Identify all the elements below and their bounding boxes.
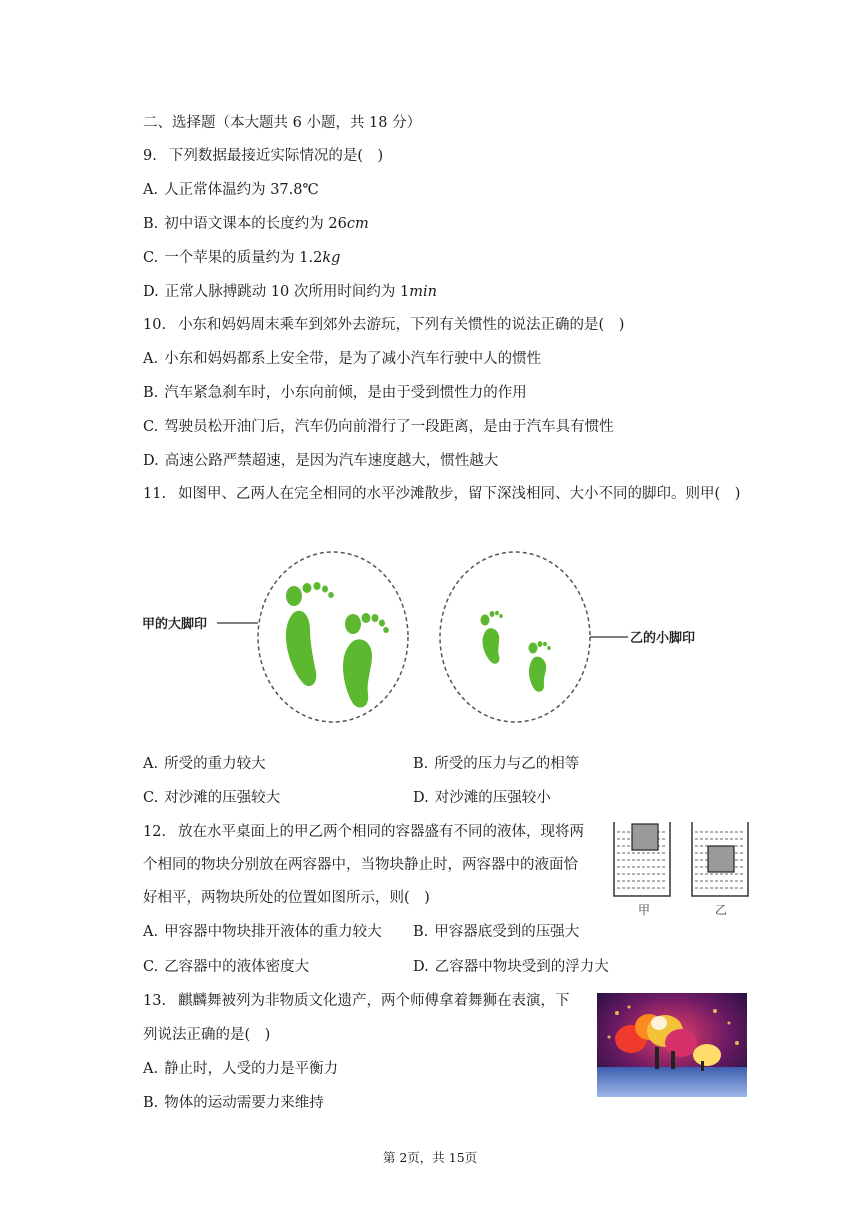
option-label: C. [143, 790, 159, 806]
option-label: B. [143, 1095, 159, 1111]
question-12-option-d [413, 957, 609, 977]
question-9-option-b [143, 214, 369, 234]
question-text: 麒麟舞被列为非物质文化遗产，两个师傅拿着舞狮在表演，下 [178, 993, 570, 1009]
footprints-figure [140, 550, 720, 730]
question-11-option-c [143, 788, 280, 808]
option-label: B. [143, 385, 159, 401]
option-label: C. [143, 959, 159, 975]
lion-dance-photo [597, 993, 747, 1097]
option-label: D. [143, 453, 159, 469]
container-label-jia: 甲 [638, 903, 651, 917]
option-unit: cm [346, 216, 369, 232]
question-number: 12. [143, 824, 167, 840]
option-text: 小东和妈妈都系上安全带，是为了减小汽车行驶中人的惯性 [164, 351, 542, 367]
option-unit: min [409, 284, 437, 300]
question-12-stem-line-1 [143, 822, 584, 842]
option-label: B. [413, 756, 429, 772]
container-label-yi: 乙 [715, 903, 728, 917]
option-text: 人正常体温约为 37.8℃ [164, 182, 319, 198]
option-label: D. [143, 284, 159, 300]
question-12-stem-line-3: 好相平，两物块所处的位置如图所示，则( ) [143, 890, 430, 906]
question-11-option-d [413, 788, 551, 808]
question-9-stem [143, 146, 383, 166]
question-number: 11. [143, 486, 167, 502]
option-text: 所受的压力与乙的相等 [434, 756, 580, 772]
question-13-stem-line-2: 列说法正确的是( ) [143, 1027, 271, 1043]
option-text: 乙容器中的液体密度大 [164, 959, 310, 975]
question-12-option-c [143, 957, 309, 977]
big-footprints-icon [286, 582, 389, 708]
question-11-stem [143, 484, 740, 504]
option-text: 甲容器底受到的压强大 [434, 924, 580, 940]
question-9-option-c [143, 248, 340, 268]
question-11-option-a [143, 754, 266, 774]
option-label: D. [413, 959, 429, 975]
question-12-stem-line-2: 个相同的物块分别放在两容器中，当物块静止时，两容器中的液面恰 [143, 857, 578, 873]
question-13-option-b [143, 1093, 324, 1113]
option-text: 物体的运动需要力来维持 [164, 1095, 324, 1111]
option-label: A. [143, 756, 159, 772]
figure-label-right: 乙的小脚印 [630, 631, 696, 646]
question-13-stem-line-1 [143, 991, 570, 1011]
option-label: A. [143, 1061, 159, 1077]
question-13-option-a [143, 1059, 338, 1079]
containers-figure [608, 818, 756, 920]
question-number: 13. [143, 993, 167, 1009]
option-text: 驾驶员松开油门后，汽车仍向前滑行了一段距离，是由于汽车具有惯性 [164, 419, 614, 435]
container-yi [692, 822, 748, 896]
small-footprints-icon [481, 611, 551, 692]
question-number: 9. [143, 148, 157, 164]
question-text: 如图甲、乙两人在完全相同的水平沙滩散步，留下深浅相同、大小不同的脚印。则甲( ) [178, 486, 741, 502]
option-label: B. [143, 216, 159, 232]
question-10-option-b [143, 383, 527, 403]
option-text: 乙容器中物块受到的浮力大 [434, 959, 609, 975]
option-text: 正常人脉搏跳动 10 次所用时间约为 1 [164, 284, 410, 300]
dashed-circle-left [258, 552, 408, 722]
option-text: 一个苹果的质量约为 1.2 [164, 250, 323, 266]
question-10-option-d [143, 451, 498, 471]
option-label: A. [143, 924, 159, 940]
question-text: 下列数据最接近实际情况的是( ) [168, 148, 384, 164]
option-text: 初中语文课本的长度约为 26 [164, 216, 347, 232]
block-jia [632, 824, 658, 850]
question-10-stem [143, 315, 624, 335]
section-header: 二、选择题（本大题共 6 小题，共 18 分） [143, 115, 422, 131]
option-text: 对沙滩的压强较小 [434, 790, 551, 806]
option-label: C. [143, 250, 159, 266]
option-text: 对沙滩的压强较大 [164, 790, 281, 806]
option-text: 静止时，人受的力是平衡力 [164, 1061, 339, 1077]
option-label: B. [413, 924, 429, 940]
question-9-option-d [143, 282, 437, 302]
option-label: A. [143, 182, 159, 198]
container-jia [614, 822, 670, 896]
question-11-option-b [413, 754, 579, 774]
figure-label-left: 甲的大脚印 [142, 617, 208, 632]
option-label: A. [143, 351, 159, 367]
option-label: D. [413, 790, 429, 806]
option-text: 甲容器中物块排开液体的重力较大 [164, 924, 382, 940]
question-number: 10. [143, 317, 167, 333]
option-unit: kg [322, 250, 341, 266]
page-footer: 第 2页，共 15页 [382, 1150, 478, 1165]
question-10-option-c [143, 417, 614, 437]
question-9-option-a [143, 180, 319, 200]
question-text: 小东和妈妈周末乘车到郊外去游玩，下列有关惯性的说法正确的是( ) [178, 317, 625, 333]
option-text: 高速公路严禁超速，是因为汽车速度越大，惯性越大 [164, 453, 499, 469]
question-12-option-b [413, 922, 579, 942]
question-10-option-a [143, 349, 541, 369]
block-yi [708, 846, 734, 872]
question-12-option-a [143, 922, 382, 942]
option-text: 所受的重力较大 [164, 756, 266, 772]
question-text: 放在水平桌面上的甲乙两个相同的容器盛有不同的液体，现将两 [178, 824, 585, 840]
option-label: C. [143, 419, 159, 435]
option-text: 汽车紧急刹车时，小东向前倾，是由于受到惯性力的作用 [164, 385, 527, 401]
dashed-circle-right [440, 552, 590, 722]
